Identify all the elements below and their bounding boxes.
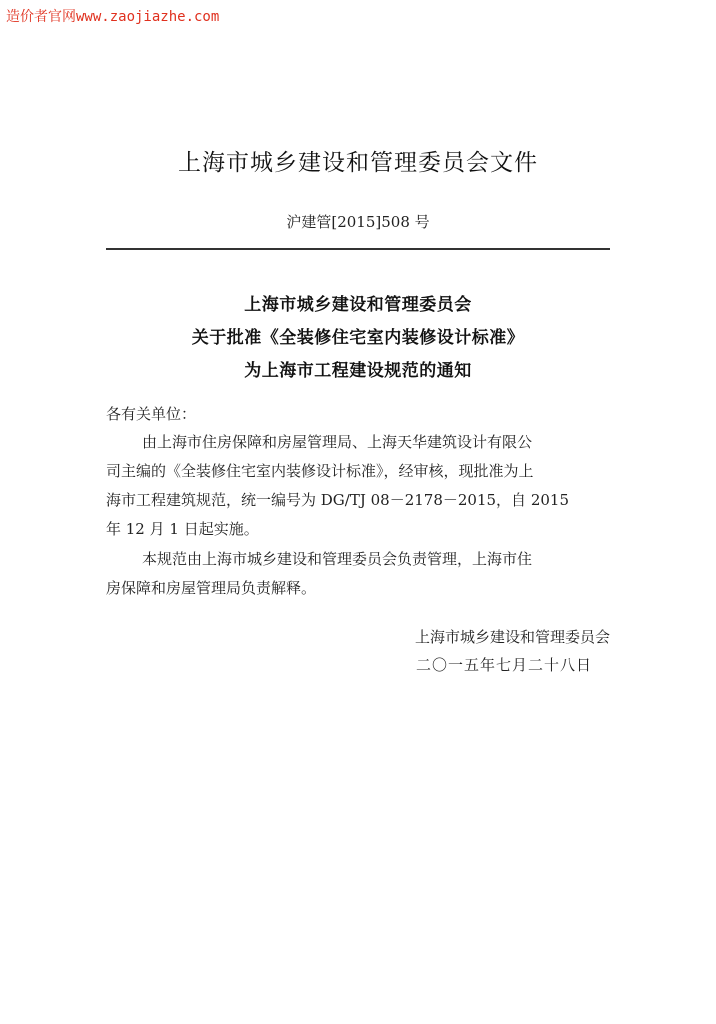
issuer-title: 上海市城乡建设和管理委员会文件	[178, 150, 538, 176]
paragraph-line: 司主编的《全装修住宅室内装修设计标准》，经审核，现批准为上	[106, 462, 534, 480]
paragraph-line: 本规范由上海市城乡建设和管理委员会负责管理，上海市住	[142, 550, 533, 568]
paragraph-responsibility	[106, 545, 612, 603]
notice-title-line-1: 上海市城乡建设和管理委员会	[244, 295, 472, 315]
salutation: 各有关单位：	[106, 405, 197, 423]
paragraph-approval	[106, 428, 612, 544]
document-number: 沪建管[2015]508 号	[286, 213, 430, 231]
watermark: 造价者官网www.zaojiazhe.com	[6, 9, 220, 25]
paragraph-line: 年 12 月 1 日起实施。	[106, 520, 259, 538]
paragraph-line: 房保障和房屋管理局负责解释。	[106, 579, 317, 597]
signature-date: 二〇一五年七月二十八日	[415, 656, 592, 674]
notice-title-line-3: 为上海市工程建设规范的通知	[244, 361, 472, 381]
header-divider	[106, 248, 610, 250]
paragraph-line: 海市工程建筑规范，统一编号为 DG/TJ 08－2178－2015，自 2015	[106, 491, 569, 509]
signature-organization: 上海市城乡建设和管理委员会	[414, 628, 610, 646]
paragraph-line: 由上海市住房保障和房屋管理局、上海天华建筑设计有限公	[142, 433, 533, 451]
notice-title-line-2: 关于批准《全装修住宅室内装修设计标准》	[191, 328, 525, 348]
